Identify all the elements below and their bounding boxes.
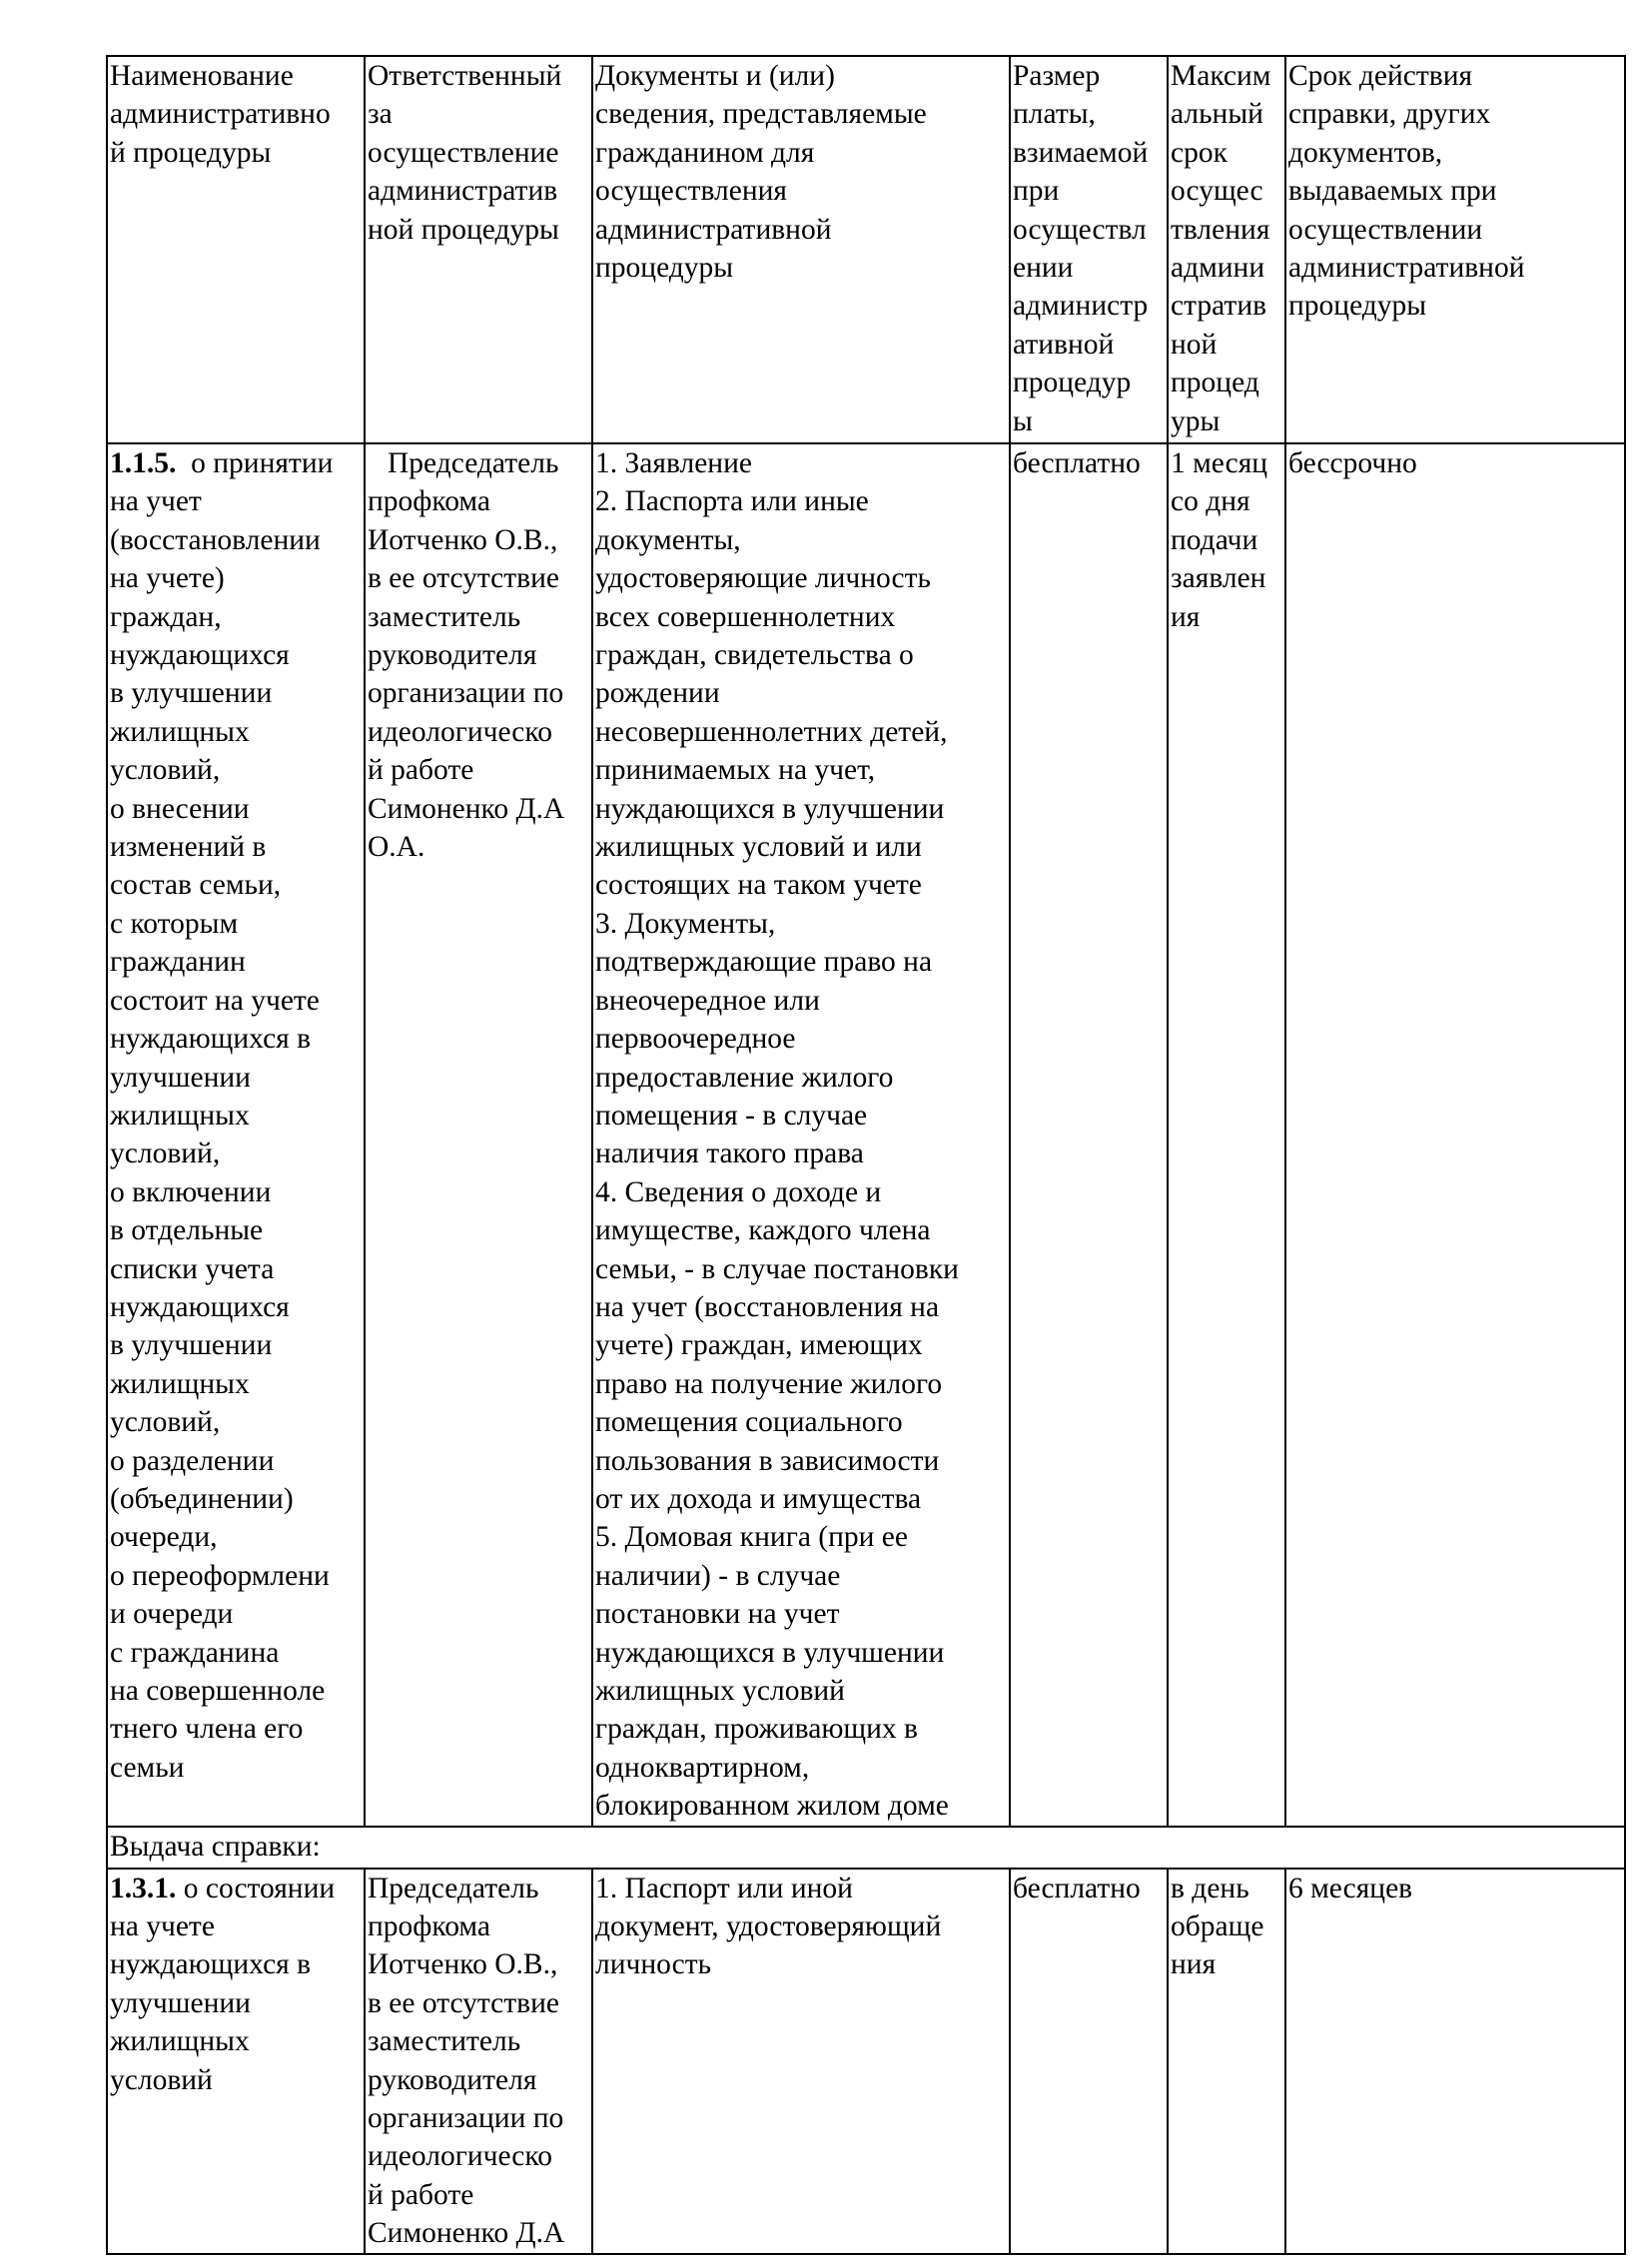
document-line: 1. Заявление [595,447,752,479]
procedure-number: 1.3.1. [110,1872,177,1904]
header-line: административной [595,213,832,246]
document-line: наличия такого права [595,1137,864,1170]
procedure-name-line: и очереди [110,1598,234,1631]
document-line: учете) граждан, имеющих [595,1329,923,1362]
procedure-name-line: жилищных [110,2025,250,2058]
header-line: процедуры [595,252,734,285]
procedure-name-start: о принятии [191,447,334,479]
header-line: альный [1171,98,1263,131]
document-line: на учет (восстановления на [595,1290,940,1323]
responsible-line: Председатель [368,1872,539,1904]
header-line: осуществл [1013,213,1147,246]
procedures-table [106,55,1626,2255]
header-line: процедур [1013,367,1132,399]
header-line: административ [368,175,558,208]
documents-cell [592,443,1010,1827]
header-line: за [368,98,393,131]
procedure-name-line: о внесении [110,792,250,825]
header-line: ной [1171,328,1218,361]
responsible-line: заместитель [368,2025,521,2058]
procedure-name-line: с которым [110,907,239,940]
validity-value: бессрочно [1288,447,1417,479]
document-line: документы, [595,523,741,556]
document-line: наличии) - в случае [595,1559,841,1592]
header-line: уры [1171,404,1221,437]
header-line: ативной [1013,328,1115,361]
fee-value: бесплатно [1013,1872,1141,1904]
max-term-line: ия [1171,600,1201,633]
responsible-line: Председатель [388,447,559,479]
header-line: Размер [1013,60,1101,92]
header-line: ы [1013,404,1033,437]
procedure-row-1-1-5 [107,443,1625,1827]
procedure-name-line: о включении [110,1175,272,1208]
procedure-name-line: нуждающихся в [110,1948,312,1981]
fee-value: бесплатно [1013,447,1141,479]
procedure-name-line: в отдельные [110,1214,264,1247]
header-line: платы, [1013,98,1096,131]
procedure-name-line: (восстановлении [110,523,321,556]
fee-cell [1010,1869,1168,2254]
responsible-line: заместитель [368,600,521,633]
procedure-name-line: улучшении [110,1061,251,1094]
document-line: 2. Паспорта или иные [595,485,869,518]
document-line: документ, удостоверяющий [595,1910,942,1943]
document-line: жилищных условий и или [595,831,922,864]
document-line: право на получение жилого [595,1367,943,1400]
header-line: процед [1171,367,1259,399]
document-line: блокированном жилом доме [595,1790,949,1823]
responsible-line: й работе [368,754,474,787]
responsible-cell [365,443,592,1827]
document-line: состоящих на таком учете [595,869,922,902]
document-line: семьи, - в случае постановки [595,1252,959,1285]
procedure-name-cell [107,1869,365,2254]
header-line: гражданином для [595,136,815,169]
section-title: Выдача справки: [107,1827,1625,1869]
procedure-name-line: условий, [110,754,221,787]
procedure-name-first-line [110,1870,363,1907]
header-line: справки, других [1288,98,1491,131]
procedure-name-line: (объединении) [110,1482,294,1515]
header-line: выдаваемых при [1288,175,1497,208]
procedure-name-line: нуждающихся [110,639,290,672]
procedure-name-line: о переоформлени [110,1559,330,1592]
document-line: всех совершеннолетних [595,600,896,633]
document-line: первоочередное [595,1023,796,1056]
max-term-line: обраще [1171,1910,1264,1943]
document-line: жилищных условий [595,1675,845,1707]
responsible-cell [365,1869,592,2254]
responsible-line: Симоненко Д.А [368,792,565,825]
responsible-line: в ее отсутствие [368,562,559,595]
header-line: твления [1171,213,1270,246]
header-line: срок [1171,136,1228,169]
document-line: нуждающихся в улучшении [595,1636,945,1669]
procedure-name-line: гражданин [110,946,246,979]
header-cell-documents [592,56,1010,443]
max-term-line: со дня [1171,485,1250,518]
max-term-line: подачи [1171,523,1258,556]
header-line: администр [1013,290,1149,323]
documents-cell [592,1869,1010,2254]
procedure-name-line: с гражданина [110,1636,280,1669]
header-line: админи [1171,252,1265,285]
document-line: помещения социального [595,1406,903,1439]
responsible-line: идеологическо [368,715,552,748]
document-line: пользования в зависимости [595,1444,940,1477]
responsible-line: идеологическо [368,2140,552,2173]
header-line: Максим [1171,60,1271,92]
procedure-name-line: состоит на учете [110,984,320,1017]
document-line: 3. Документы, [595,907,776,940]
validity-cell [1285,1869,1625,2254]
header-line: процедуры [1288,290,1427,323]
header-line: взимаемой [1013,136,1149,169]
procedure-name-line: на учете) [110,562,225,595]
header-line: Документы и (или) [595,60,835,92]
procedure-name-first-line [110,444,363,482]
header-line: осуществлении [1288,213,1483,246]
header-line: Наименование [110,60,294,92]
document-line: от их дохода и имущества [595,1482,922,1515]
document-line: принимаемых на учет, [595,754,876,787]
responsible-line: О.А. [368,831,425,864]
header-line: ении [1013,252,1074,285]
procedure-name-line: семьи [110,1751,185,1784]
responsible-line: й работе [368,2178,474,2211]
document-line: внеочередное или [595,984,820,1017]
procedure-name-line: условий [110,2063,213,2096]
header-line: административно [110,98,331,131]
procedure-name-line: условий, [110,1137,221,1170]
procedure-name-line: состав семьи, [110,869,282,902]
procedure-name-start: о состоянии [183,1872,336,1904]
responsible-line: профкома [368,485,490,518]
procedure-name-cell [107,443,365,1827]
section-row [107,1827,1625,1869]
header-line: Срок действия [1288,60,1473,92]
responsible-line: профкома [368,1910,490,1943]
max-term-line: в день [1171,1872,1249,1904]
procedure-name-line: на учет [110,485,202,518]
header-row [107,56,1625,443]
header-line: й процедуры [110,136,272,169]
header-line: осущес [1171,175,1263,208]
procedure-name-line: условий, [110,1406,221,1439]
fee-cell [1010,443,1168,1827]
header-line: документов, [1288,136,1443,169]
header-line: осуществление [368,136,559,169]
header-cell-name [107,56,365,443]
max-term-line: ния [1171,1948,1217,1981]
procedure-name-line: очереди, [110,1521,218,1554]
responsible-line: в ее отсутствие [368,1986,559,2019]
header-cell-responsible [365,56,592,443]
procedure-name-line: нуждающихся в [110,1023,312,1056]
header-line: сведения, представляемые [595,98,927,131]
document-line: несовершеннолетних детей, [595,715,948,748]
header-line: ной процедуры [368,213,559,246]
procedure-name-line: нуждающихся [110,1290,290,1323]
procedure-name-line: тнего члена его [110,1713,304,1746]
procedure-name-line: жилищных [110,1099,250,1132]
responsible-line: Иотченко О.В., [368,523,558,556]
responsible-line: руководителя [368,2063,537,2096]
procedure-name-line: изменений в [110,831,267,864]
document-line: удостоверяющие личность [595,562,931,595]
header-line: Ответственный [368,60,562,92]
responsible-line: Симоненко Д.А [368,2217,565,2250]
header-line: при [1013,175,1060,208]
document-line: личность [595,1948,712,1981]
procedure-name-line: списки учета [110,1252,275,1285]
document-line: нуждающихся в улучшении [595,792,945,825]
header-cell-validity [1285,56,1625,443]
max-term-cell [1168,1869,1285,2254]
document-line: подтверждающие право на [595,946,933,979]
header-line: осуществления [595,175,787,208]
header-line: стратив [1171,290,1267,323]
procedure-name-line: в улучшении [110,1329,273,1362]
document-line: 4. Сведения о доходе и [595,1175,882,1208]
procedure-name-line: граждан, [110,600,222,633]
procedure-name-line: о разделении [110,1444,275,1477]
procedure-name-line: жилищных [110,715,250,748]
header-cell-max-term [1168,56,1285,443]
procedure-name-line: на совершенноле [110,1675,326,1707]
responsible-line: руководителя [368,639,537,672]
document-line: граждан, свидетельства о [595,639,914,672]
validity-value: 6 месяцев [1288,1872,1413,1904]
procedure-name-line: на учете [110,1910,215,1943]
procedure-number: 1.1.5. [110,447,177,479]
responsible-line: организации по [368,677,564,710]
document-line: предоставление жилого [595,1061,894,1094]
validity-cell [1285,443,1625,1827]
responsible-line: Иотченко О.В., [368,1948,558,1981]
header-line: административной [1288,252,1525,285]
document-line: имуществе, каждого члена [595,1214,931,1247]
document-line: рождении [595,677,720,710]
procedure-row-1-3-1 [107,1869,1625,2254]
document-line: постановки на учет [595,1598,840,1631]
max-term-cell [1168,443,1285,1827]
document-line: 5. Домовая книга (при ее [595,1521,908,1554]
procedure-name-line: жилищных [110,1367,250,1400]
max-term-line: заявлен [1171,562,1266,595]
header-cell-fee [1010,56,1168,443]
responsible-line: организации по [368,2102,564,2135]
procedure-name-line: улучшении [110,1986,251,2019]
document-line: помещения - в случае [595,1099,868,1132]
document-line: одноквартирном, [595,1751,810,1784]
document-line: 1. Паспорт или иной [595,1872,853,1904]
max-term-line: 1 месяц [1171,447,1268,479]
procedure-name-line: в улучшении [110,677,273,710]
document-line: граждан, проживающих в [595,1713,918,1746]
